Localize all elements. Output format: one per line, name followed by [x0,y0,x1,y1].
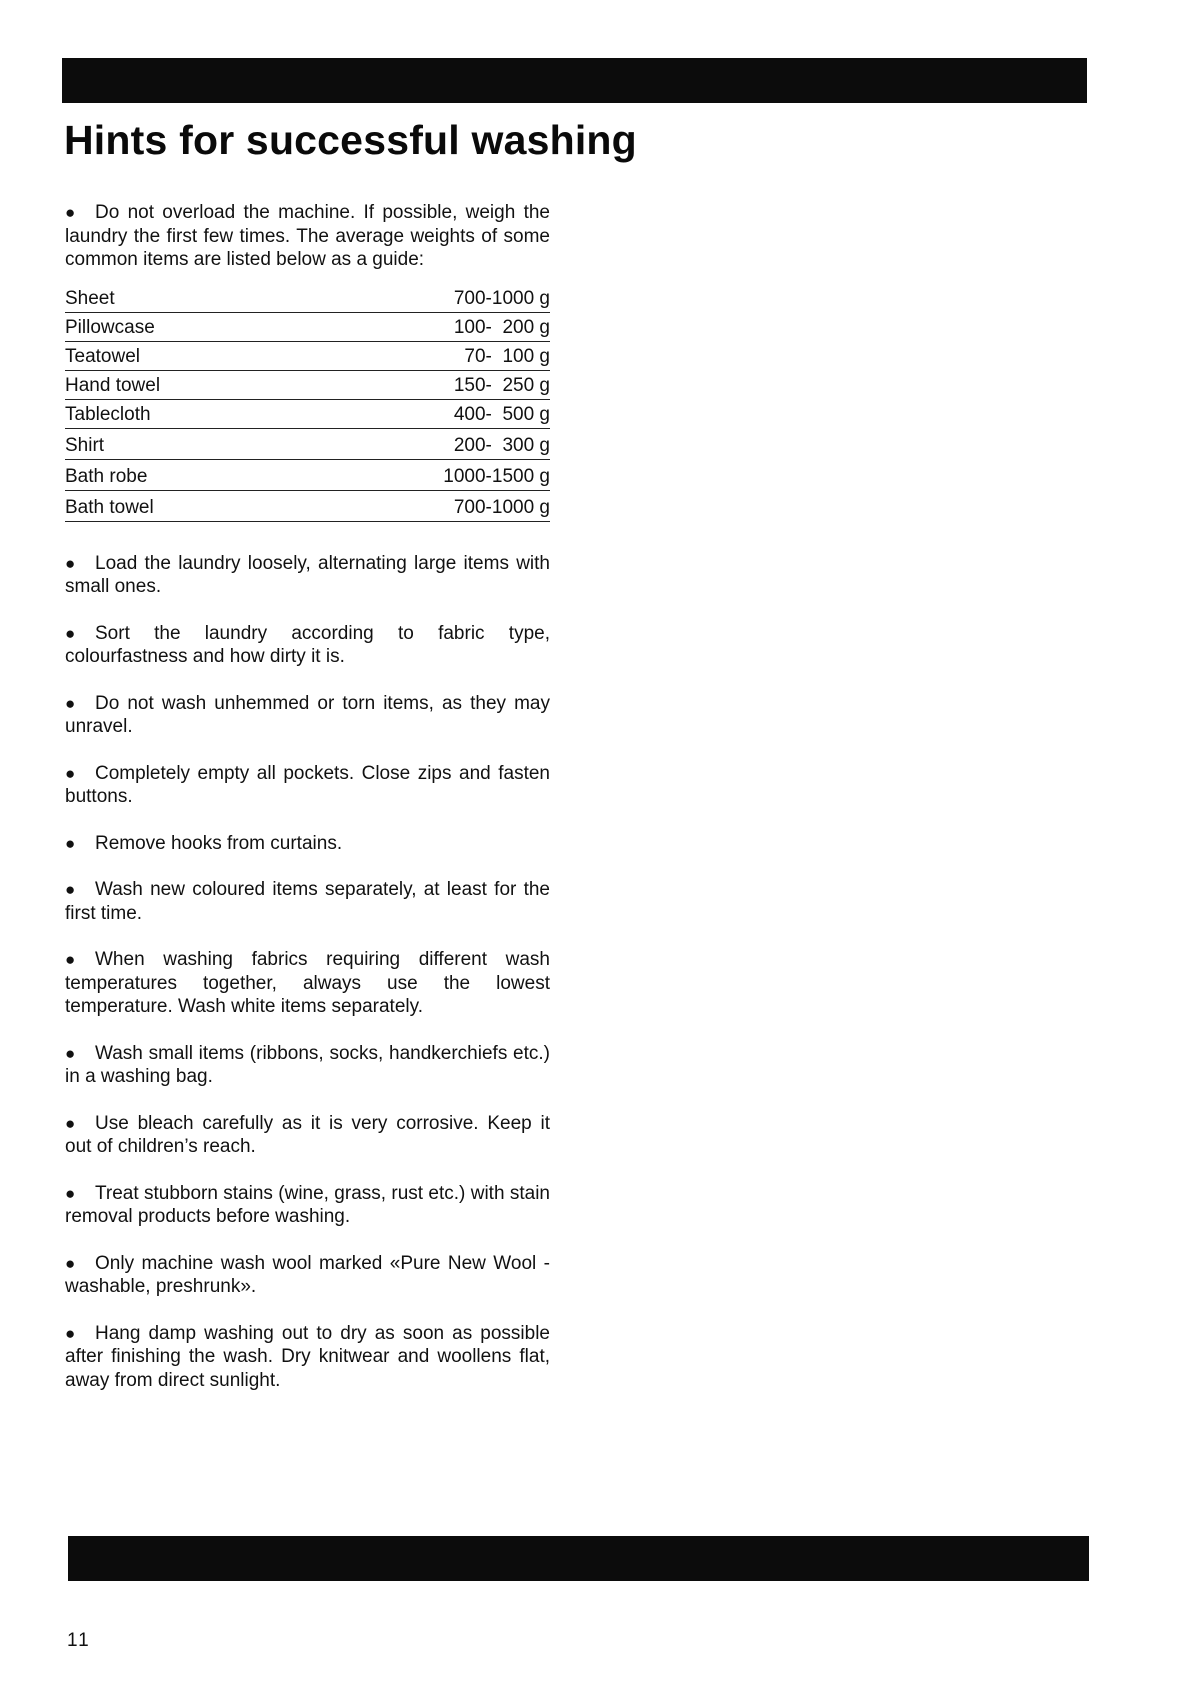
list-item [65,1322,550,1393]
weights-row [65,400,550,429]
footer-bar [68,1536,1089,1581]
bullet-icon: ● [65,1253,76,1273]
item-name: Sheet [65,287,115,309]
list-item [65,552,550,599]
hint-text: Wash new coloured items separately, at least for the first time. [65,879,550,924]
bullet-icon: ● [65,950,76,969]
list-item [65,762,550,809]
weights-table [65,284,550,522]
weights-row [65,342,550,371]
hint-text: Use bleach carefully as it is very corrosive. Keep it out of children’s reach. [65,1112,550,1157]
hints-column [65,201,550,1392]
list-item [65,1112,550,1159]
item-weight: 150- 250 g [453,374,550,396]
bullet-icon: ● [65,1113,76,1133]
bullet-icon: ● [65,763,76,783]
intro-hint [65,201,550,272]
weights-row [65,491,550,522]
item-name: Teatowel [65,345,140,367]
hint-text: Do not wash unhemmed or torn items, as they may unravel. [65,692,550,737]
intro-text: Do not overload the machine. If possible, weigh the laundry the first few times. The average weights of some common items are listed below as a guide: [65,202,550,270]
list-item [65,1042,550,1089]
item-weight: 400- 500 g [453,403,550,425]
item-weight: 700-1000 g [453,287,550,309]
item-name: Bath robe [65,465,148,487]
item-name: Shirt [65,434,105,456]
bullet-icon: ● [65,880,76,899]
spacer [65,522,550,552]
page-title: Hints for successful washing [64,117,637,163]
bullet-icon: ● [65,1183,76,1203]
hint-text: Remove hooks from curtains. [95,832,343,854]
weights-row [65,429,550,460]
item-weight: 700-1000 g [453,496,550,518]
list-item [65,1182,550,1229]
bullet-icon: ● [65,203,76,222]
hint-text: When washing fabrics requiring different wash temperatures together, always use the lowest temperature. Wash white items separately. [65,949,550,1017]
item-name: Pillowcase [65,316,155,338]
hint-text: Sort the laundry according to fabric type, colourfastness and how dirty it is. [65,622,550,667]
hint-text: Treat stubborn stains (wine, grass, rust etc.) with stain removal products before washing. [65,1182,550,1227]
item-name: Hand towel [65,374,161,396]
bullet-icon: ● [65,833,76,853]
bullet-icon: ● [65,1043,76,1063]
hint-text: Only machine wash wool marked «Pure New Wool - washable, preshrunk». [65,1252,550,1297]
list-item [65,1252,550,1299]
header-bar [62,58,1087,103]
weights-row [65,371,550,400]
bullet-icon: ● [65,553,76,573]
list-item [65,622,550,669]
hint-text: Wash small items (ribbons, socks, handkerchiefs etc.) in a washing bag. [65,1042,550,1087]
item-weight: 1000-1500 g [443,465,550,487]
item-weight: 100- 200 g [453,316,550,338]
weights-row [65,313,550,342]
list-item [65,832,550,856]
item-name: Bath towel [65,496,154,518]
hint-text: Load the laundry loosely, alternating large items with small ones. [65,552,550,597]
bullet-icon: ● [65,1323,76,1343]
hint-text: Hang damp washing out to dry as soon as possible after finishing the wash. Dry knitwear and woollens flat, away from direct sunlight. [65,1322,550,1391]
item-weight: 70- 100 g [464,345,550,367]
item-name: Tablecloth [65,403,151,425]
item-weight: 200- 300 g [453,434,550,456]
hint-text: Completely empty all pockets. Close zips and fasten buttons. [65,762,550,807]
list-item [65,948,550,1019]
bullet-icon: ● [65,693,76,713]
list-item [65,692,550,739]
weights-row [65,284,550,313]
weights-row [65,460,550,491]
bullet-icon: ● [65,623,76,643]
list-item [65,878,550,925]
page-number: 11 [67,1630,91,1651]
